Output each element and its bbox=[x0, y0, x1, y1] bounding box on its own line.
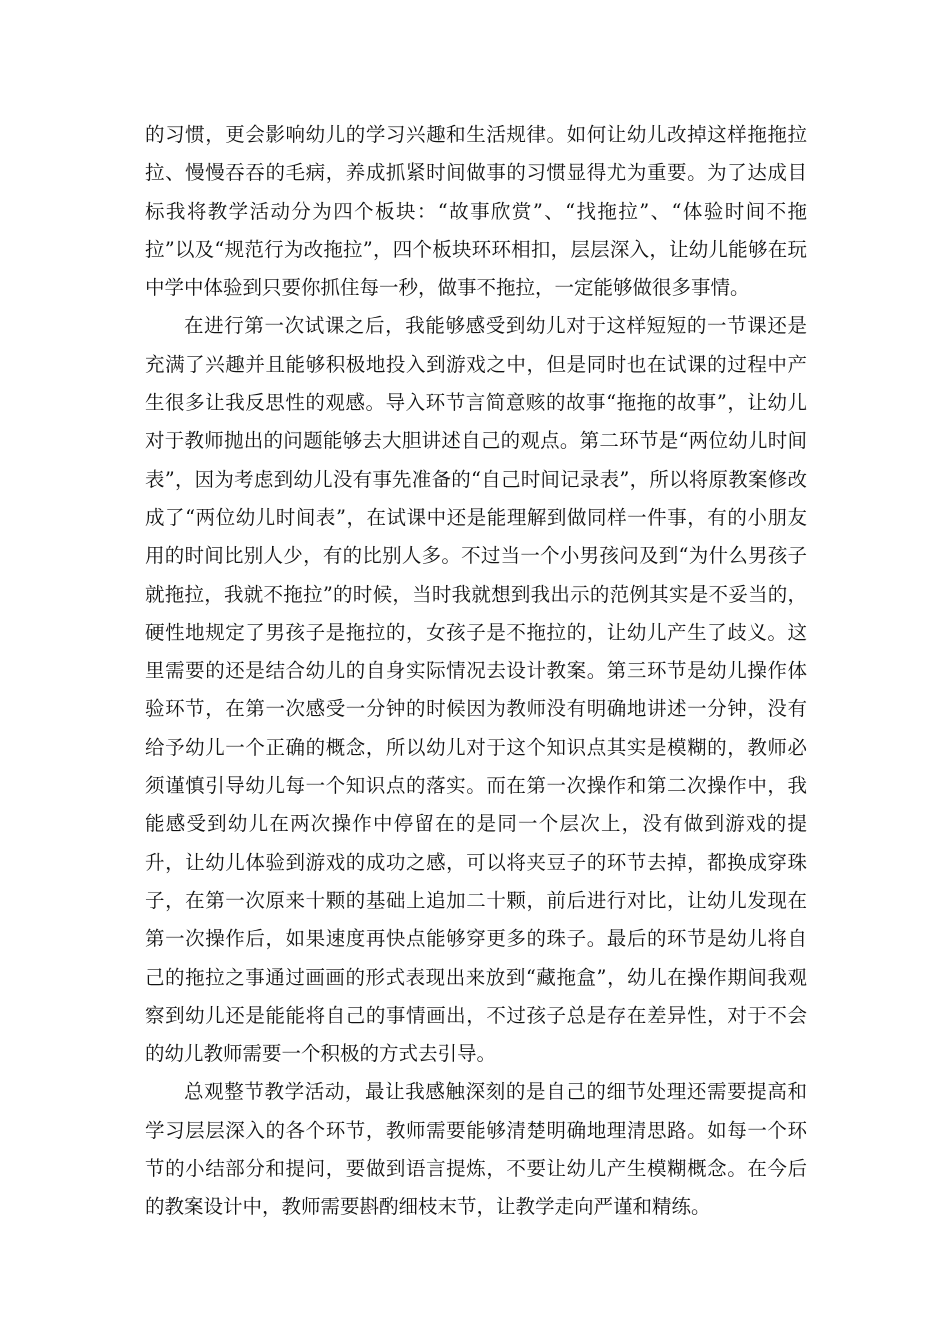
paragraph-continuation: 的习惯，更会影响幼儿的学习兴趣和生活规律。如何让幼儿改掉这样拖拖拉拉、慢慢吞吞的毛病，养成抓紧时间做事的习惯显得尤为重要。为了达成目标我将教学活动分为四个板块：“故事欣赏”、“找拖拉”、“体验时间不拖拉”以及“规范行为改拖拉”，四个板块环环相扣，层层深入，让幼儿能够在玩中学中体验到只要你抓住每一秒，做事不拖拉，一定能够做很多事情。 bbox=[145, 123, 807, 300]
paragraph-trial-reflection: 在进行第一次试课之后，我能够感受到幼儿对于这样短短的一节课还是充满了兴趣并且能够积极地投入到游戏之中，但是同时也在试课的过程中产生很多让我反思性的观感。导入环节言简意赅的故事“拖拖的故事”，让幼儿对于教师抛出的问题能够去大胆讲述自己的观点。第二环节是“两位幼儿时间表”，因为考虑到幼儿没有事先准备的“自己时间记录表”，所以将原教案修改成了“两位幼儿时间表”，在试课中还是能理解到做同样一件事，有的小朋友用的时间比别人少，有的比别人多。不过当一个小男孩问及到“为什么男孩子就拖拉，我就不拖拉”的时候，当时我就想到我出示的范例其实是不妥当的，硬性地规定了男孩子是拖拉的，女孩子是不拖拉的，让幼儿产生了歧义。这里需要的还是结合幼儿的自身实际情况去设计教案。第三环节是幼儿操作体验环节，在第一次感受一分钟的时候因为教师没有明确地讲述一分钟，没有给予幼儿一个正确的概念，所以幼儿对于这个知识点其实是模糊的，教师必须谨慎引导幼儿每一个知识点的落实。而在第一次操作和第二次操作中，我能感受到幼儿在两次操作中停留在的是同一个层次上，没有做到游戏的提升，让幼儿体验到游戏的成功之感，可以将夹豆子的环节去掉，都换成穿珠子，在第一次原来十颗的基础上追加二十颗，前后进行对比，让幼儿发现在第一次操作后，如果速度再快点能够穿更多的珠子。最后的环节是幼儿将自己的拖拉之事通过画画的形式表现出来放到“藏拖盒”，幼儿在操作期间我观察到幼儿还是能能将自己的事情画出，不过孩子总是存在差异性，对于不会的幼儿教师需要一个积极的方式去引导。 bbox=[145, 314, 807, 1066]
paragraph-summary: 总观整节教学活动，最让我感触深刻的是自己的细节处理还需要提高和学习层层深入的各个环节，教师需要能够清楚明确地理清思路。如每一个环节的小结部分和提问，要做到语言提炼，不要让幼儿产生模糊概念。在今后的教案设计中，教师需要斟酌细枝末节，让教学走向严谨和精练。 bbox=[145, 1080, 807, 1219]
body-text bbox=[145, 116, 807, 1227]
